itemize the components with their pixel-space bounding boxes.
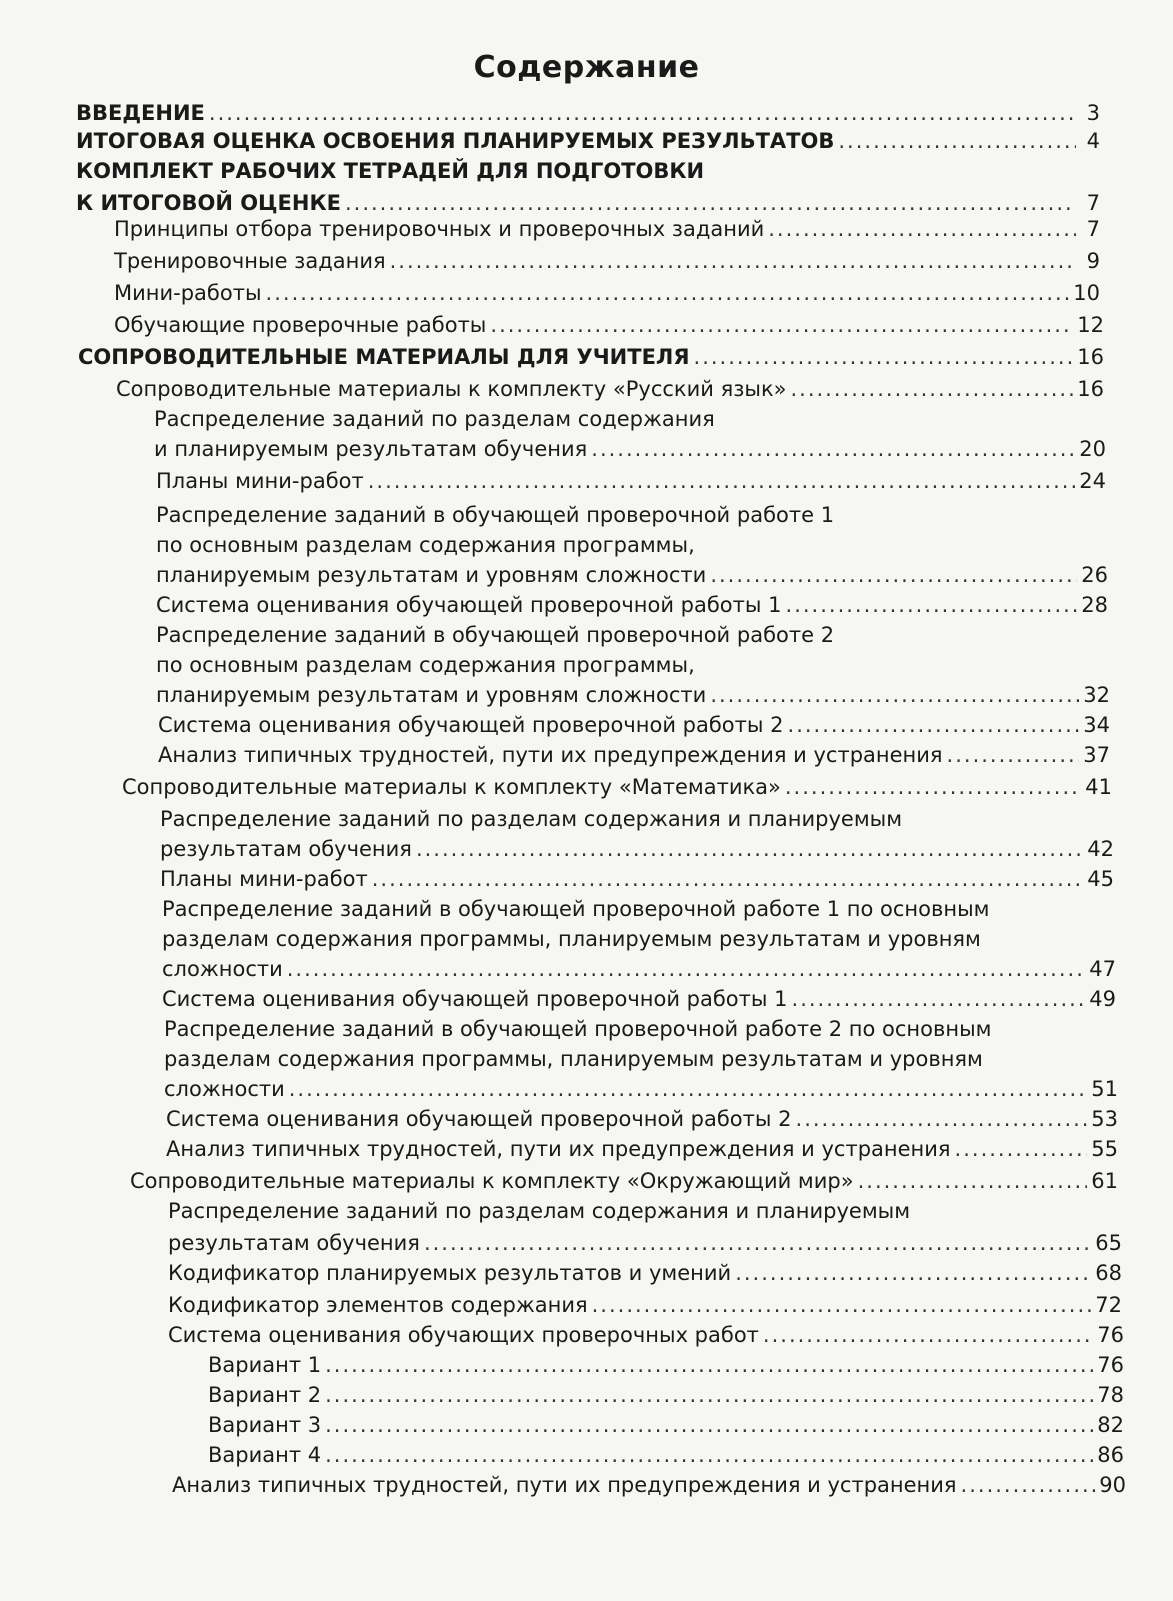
toc-leader xyxy=(591,434,1075,464)
toc-entry xyxy=(168,1196,1120,1226)
toc-leader xyxy=(838,126,1076,156)
toc-page-number: 82 xyxy=(1097,1413,1124,1437)
toc-leader xyxy=(325,1380,1093,1410)
toc-page-number: 24 xyxy=(1079,469,1106,493)
toc-entry-text: Вариант 4 xyxy=(208,1443,322,1467)
toc-leader xyxy=(763,1320,1093,1350)
toc-page-number: 78 xyxy=(1097,1383,1124,1407)
toc-entry xyxy=(166,1104,1118,1134)
toc-page-number: 34 xyxy=(1083,713,1110,737)
toc-entry-text: Кодификатор планируемых результатов и умений xyxy=(168,1261,732,1285)
toc-entry-text: Сопроводительные материалы к комплекту «Окружающий мир» xyxy=(130,1169,854,1193)
toc-entry-text: Система оценивания обучающей проверочной работы 2 xyxy=(158,713,784,737)
toc-entry xyxy=(122,772,1112,802)
toc-entry xyxy=(162,924,1114,954)
toc-entry xyxy=(208,1350,1124,1380)
toc-entry xyxy=(168,1290,1122,1320)
toc-page-number: 41 xyxy=(1085,775,1112,799)
toc-page-number: 53 xyxy=(1091,1107,1118,1131)
toc-entry-text: Система оценивания обучающей проверочной работы 1 xyxy=(156,593,782,617)
toc-entry xyxy=(76,98,1100,128)
toc-entry xyxy=(168,1320,1124,1350)
toc-page-number: 7 xyxy=(1086,217,1100,241)
toc-leader xyxy=(325,1350,1093,1380)
toc-entry-text: Обучающие проверочные работы xyxy=(114,313,487,337)
toc-entry xyxy=(156,466,1106,496)
toc-entry-text: Распределение заданий по разделам содержания и планируемым xyxy=(168,1199,911,1223)
toc-entry xyxy=(156,530,1106,560)
toc-entry xyxy=(158,710,1110,740)
toc-entry-text: Распределение заданий в обучающей проверочной работе 2 по основным xyxy=(164,1017,992,1041)
toc-entry-text: Анализ типичных трудностей, пути их предупреждения и устранения xyxy=(158,743,943,767)
toc-entry-text: КОМПЛЕКТ РАБОЧИХ ТЕТРАДЕЙ ДЛЯ ПОДГОТОВКИ xyxy=(76,159,705,183)
toc-entry-text: Распределение заданий по разделам содержания и планируемым xyxy=(160,807,903,831)
toc-entry xyxy=(168,1258,1122,1288)
toc-leader xyxy=(785,772,1081,802)
toc-leader xyxy=(209,98,1076,128)
toc-page-number: 4 xyxy=(1086,129,1100,153)
toc-entry-text: Кодификатор элементов содержания xyxy=(168,1293,588,1317)
toc-page-number: 61 xyxy=(1091,1169,1118,1193)
toc-entry xyxy=(162,984,1116,1014)
toc-entry-text: сложности xyxy=(164,1077,285,1101)
toc-page-number: 42 xyxy=(1087,837,1114,861)
toc-entry-text: Система оценивания обучающей проверочной работы 1 xyxy=(162,987,788,1011)
toc-entry-text: планируемым результатам и уровням сложности xyxy=(156,563,707,587)
toc-entry-text: Распределение заданий в обучающей проверочной работе 2 xyxy=(156,623,835,647)
toc-page-number: 16 xyxy=(1077,377,1104,401)
toc-entry-text: Вариант 2 xyxy=(208,1383,322,1407)
toc-entry-text: и планируемым результатам обучения xyxy=(154,437,588,461)
toc-leader xyxy=(289,1074,1088,1104)
toc-entry-text: сложности xyxy=(162,957,283,981)
toc-page-number: 45 xyxy=(1087,867,1114,891)
toc-entry xyxy=(154,434,1106,464)
toc-entry-text: по основным разделам содержания программы, xyxy=(156,533,695,557)
toc-entry-text: Сопроводительные материалы к комплекту «Математика» xyxy=(122,775,781,799)
toc-leader xyxy=(266,278,1070,308)
toc-leader xyxy=(592,1290,1092,1320)
toc-entry xyxy=(114,278,1100,308)
toc-entry-text: СОПРОВОДИТЕЛЬНЫЕ МАТЕРИАЛЫ ДЛЯ УЧИТЕЛЯ xyxy=(78,345,690,369)
toc-page-number: 90 xyxy=(1099,1473,1126,1497)
toc-leader xyxy=(368,466,1076,496)
toc-page-number: 37 xyxy=(1083,743,1110,767)
toc-entry xyxy=(160,864,1114,894)
toc-entry-text: Распределение заданий в обучающей проверочной работе 1 по основным xyxy=(162,897,990,921)
toc-entry-text: К ИТОГОВОЙ ОЦЕНКЕ xyxy=(76,191,341,215)
toc-page-number: 47 xyxy=(1089,957,1116,981)
toc-entry xyxy=(162,894,1114,924)
toc-page-number: 32 xyxy=(1083,683,1110,707)
toc-leader xyxy=(768,214,1076,244)
toc-page-number: 12 xyxy=(1077,313,1104,337)
toc-leader xyxy=(416,834,1083,864)
toc-entry xyxy=(156,590,1108,620)
toc-leader xyxy=(735,1258,1091,1288)
toc-page-number: 28 xyxy=(1081,593,1108,617)
toc-entry-text: ВВЕДЕНИЕ xyxy=(76,101,205,125)
toc-leader xyxy=(786,590,1078,620)
toc-leader xyxy=(947,740,1080,770)
toc-entry-text: Принципы отбора тренировочных и проверочных заданий xyxy=(114,217,765,241)
toc-entry xyxy=(114,310,1104,340)
toc-entry xyxy=(164,1014,1116,1044)
toc-entry-text: Планы мини-работ xyxy=(160,867,368,891)
toc-page-number: 55 xyxy=(1091,1137,1118,1161)
toc-entry xyxy=(164,1044,1116,1074)
toc-leader xyxy=(858,1166,1088,1196)
toc-leader xyxy=(287,954,1086,984)
toc-entry xyxy=(208,1410,1124,1440)
toc-entry xyxy=(156,620,1108,650)
toc-leader xyxy=(390,246,1076,276)
toc-leader xyxy=(955,1134,1088,1164)
toc-page-number: 49 xyxy=(1089,987,1116,1011)
toc-entry-text: Система оценивания обучающих проверочных работ xyxy=(168,1323,759,1347)
toc-entry-text: ИТОГОВАЯ ОЦЕНКА ОСВОЕНИЯ ПЛАНИРУЕМЫХ РЕЗУЛЬТАТОВ xyxy=(76,129,835,153)
toc-entry-text: Вариант 1 xyxy=(208,1353,322,1377)
toc-entry xyxy=(160,834,1114,864)
toc-leader xyxy=(694,342,1074,372)
toc-entry-text: по основным разделам содержания программы, xyxy=(156,653,695,677)
toc-entry-text: Вариант 3 xyxy=(208,1413,322,1437)
toc-page-number: 26 xyxy=(1081,563,1108,587)
toc-entry xyxy=(116,374,1104,404)
toc-page-number: 3 xyxy=(1086,101,1100,125)
toc-entry xyxy=(162,954,1116,984)
toc-page-number: 76 xyxy=(1097,1353,1124,1377)
toc-entry-text: Распределение заданий по разделам содержания xyxy=(154,407,715,431)
toc-leader xyxy=(961,1470,1096,1500)
toc-entry xyxy=(76,126,1100,156)
toc-page-number: 16 xyxy=(1077,345,1104,369)
toc-entry xyxy=(130,1166,1118,1196)
toc-entry xyxy=(158,740,1110,770)
toc-entry xyxy=(208,1380,1124,1410)
toc-page-number: 86 xyxy=(1097,1443,1124,1467)
toc-entry xyxy=(76,156,1100,186)
toc-entry-text: Сопроводительные материалы к комплекту «Русский язык» xyxy=(116,377,787,401)
toc-page-number: 76 xyxy=(1097,1323,1124,1347)
toc-page-number: 65 xyxy=(1095,1231,1122,1255)
toc-entry-text: Планы мини-работ xyxy=(156,469,364,493)
toc-entry-text: Мини-работы xyxy=(114,281,262,305)
toc-entry xyxy=(154,404,1104,434)
toc-leader xyxy=(372,864,1084,894)
toc-page-number: 72 xyxy=(1095,1293,1122,1317)
toc-leader xyxy=(325,1410,1093,1440)
toc-entry-text: Анализ типичных трудностей, пути их предупреждения и устранения xyxy=(166,1137,951,1161)
toc-entry xyxy=(164,1074,1118,1104)
toc-leader xyxy=(788,710,1080,740)
toc-entry xyxy=(156,500,1106,530)
toc-entry xyxy=(114,214,1100,244)
toc-page-number: 10 xyxy=(1073,281,1100,305)
toc-leader xyxy=(710,560,1077,590)
toc-entry xyxy=(168,1228,1122,1258)
toc-entry xyxy=(156,680,1110,710)
toc-leader xyxy=(424,1228,1091,1258)
toc-entry xyxy=(208,1440,1124,1470)
toc-entry xyxy=(156,650,1108,680)
toc-leader xyxy=(490,310,1073,340)
toc-entry-text: результатам обучения xyxy=(168,1231,420,1255)
toc-leader xyxy=(796,1104,1088,1134)
toc-page-number: 68 xyxy=(1095,1261,1122,1285)
toc-entry xyxy=(156,560,1108,590)
toc-entry xyxy=(160,804,1112,834)
toc-entry-text: результатам обучения xyxy=(160,837,412,861)
toc-page-number: 51 xyxy=(1091,1077,1118,1101)
toc-entry-text: Анализ типичных трудностей, пути их предупреждения и устранения xyxy=(172,1473,957,1497)
toc-entry-text: Распределение заданий в обучающей проверочной работе 1 xyxy=(156,503,835,527)
page-title: Содержание xyxy=(473,50,700,85)
toc-entry-text: Тренировочные задания xyxy=(114,249,386,273)
toc-leader xyxy=(325,1440,1093,1470)
toc-entry xyxy=(78,342,1104,372)
toc-entry xyxy=(172,1470,1126,1500)
toc-entry-text: разделам содержания программы, планируемым результатам и уровням xyxy=(164,1047,983,1071)
toc-entry-text: планируемым результатам и уровням сложности xyxy=(156,683,707,707)
toc-page-number: 20 xyxy=(1079,437,1106,461)
toc-leader xyxy=(792,984,1086,1014)
toc-entry xyxy=(166,1134,1118,1164)
toc-leader xyxy=(790,374,1073,404)
toc-entry-text: разделам содержания программы, планируемым результатам и уровням xyxy=(162,927,981,951)
toc-leader xyxy=(710,680,1079,710)
toc-page-number: 9 xyxy=(1086,249,1100,273)
toc-entry xyxy=(114,246,1100,276)
toc-entry-text: Система оценивания обучающей проверочной работы 2 xyxy=(166,1107,792,1131)
toc-page-number: 7 xyxy=(1086,191,1100,215)
